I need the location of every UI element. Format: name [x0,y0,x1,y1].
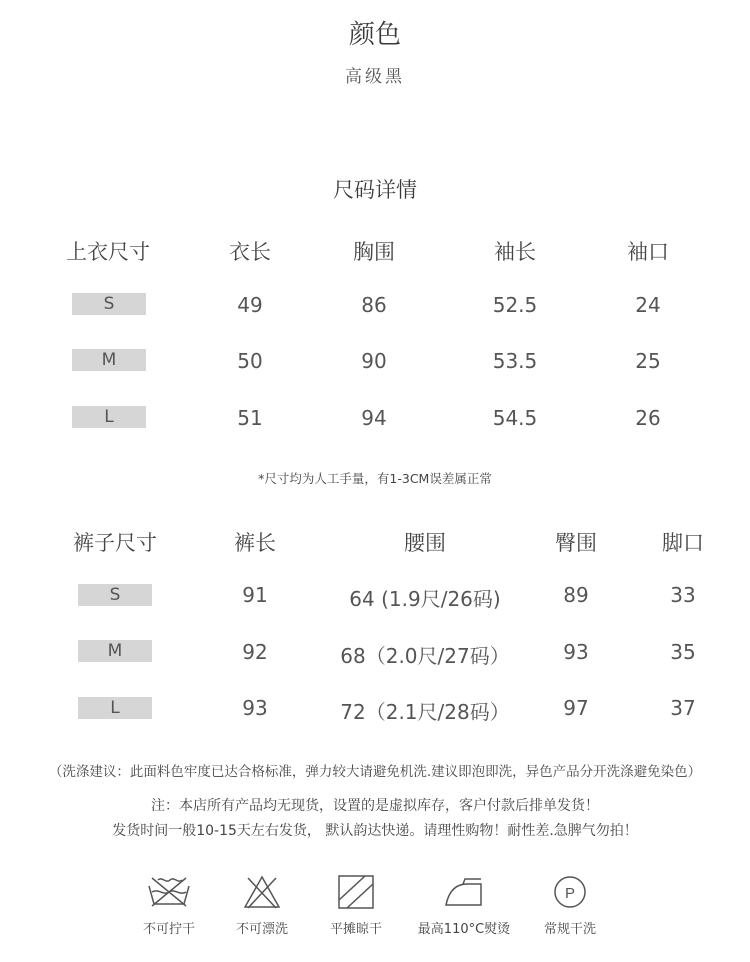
top-size-m: M [72,349,146,371]
color-value: 高级黑 [345,67,405,87]
care-iron [414,874,514,937]
measure-note: *尺寸均为人工手量，有1-3CM误差属正常 [258,471,492,486]
no-bleach-icon [242,874,282,910]
table-cell: 89 [563,583,589,607]
top-size-s: S [72,293,146,315]
care-dry-flat [306,874,406,937]
care-label: 最高110°C熨烫 [417,922,511,937]
top-header-sleeve: 袖长 [494,240,536,264]
care-label: 平摊晾干 [329,922,382,937]
pants-header-hem: 脚口 [662,531,704,555]
dry-clean-icon [552,874,588,910]
table-cell: 37 [670,696,696,720]
table-cell: 64 (1.9尺/26码) [349,587,501,611]
table-cell: 90 [361,349,387,373]
pants-header-hip: 臀围 [555,531,597,555]
pants-header-waist: 腰围 [404,531,446,555]
table-cell: 93 [563,640,589,664]
top-header-size: 上衣尺寸 [66,240,150,264]
table-cell: 51 [237,406,263,430]
care-dry-clean [520,874,620,937]
size-details-title: 尺码详情 [333,178,417,202]
pants-size-s: S [78,584,152,606]
table-cell: 33 [670,583,696,607]
table-cell: 93 [242,696,268,720]
wash-advice: （洗涤建议：此面料色牢度已达合格标准，弹力较大请避免机洗.建议即泡即洗，异色产品分开洗涤避免染色） [48,764,702,780]
top-size-l: L [72,406,146,428]
color-title: 颜色 [348,20,401,50]
table-cell: 50 [237,349,263,373]
svg-text:P: P [564,885,576,902]
pants-header-length: 裤长 [234,531,276,555]
table-cell: 68（2.0尺/27码） [340,644,510,668]
table-cell: 53.5 [492,349,538,373]
table-cell: 26 [635,406,661,430]
pants-size-l: L [78,697,152,719]
shipping-notice: 发货时间一般10-15天左右发货， 默认韵达快递。请理性购物！耐性差.急脾气勿拍！ [112,823,638,839]
care-no-bleach [212,874,312,937]
care-label: 不可漂洗 [235,922,288,937]
table-cell: 72（2.1尺/28码） [340,700,510,724]
table-cell: 92 [242,640,268,664]
care-label: 常规干洗 [543,922,596,937]
iron-icon [443,874,485,910]
stock-notice: 注：本店所有产品均无现货，设置的是虚拟库存，客户付款后排单发货！ [151,798,599,814]
top-header-chest: 胸围 [353,240,395,264]
table-cell: 86 [361,293,387,317]
pants-header-size: 裤子尺寸 [73,531,157,555]
table-cell: 54.5 [492,406,538,430]
no-wring-icon [146,874,192,910]
table-cell: 91 [242,583,268,607]
dry-flat-icon [337,874,375,910]
table-cell: 94 [361,406,387,430]
care-label: 不可拧干 [142,922,195,937]
top-header-length: 衣长 [229,240,271,264]
table-cell: 24 [635,293,661,317]
table-cell: 97 [563,696,589,720]
top-header-cuff: 袖口 [627,240,669,264]
table-cell: 52.5 [492,293,538,317]
table-cell: 49 [237,293,263,317]
table-cell: 35 [670,640,696,664]
pants-size-m: M [78,640,152,662]
care-no-wring [119,874,219,937]
table-cell: 25 [635,349,661,373]
